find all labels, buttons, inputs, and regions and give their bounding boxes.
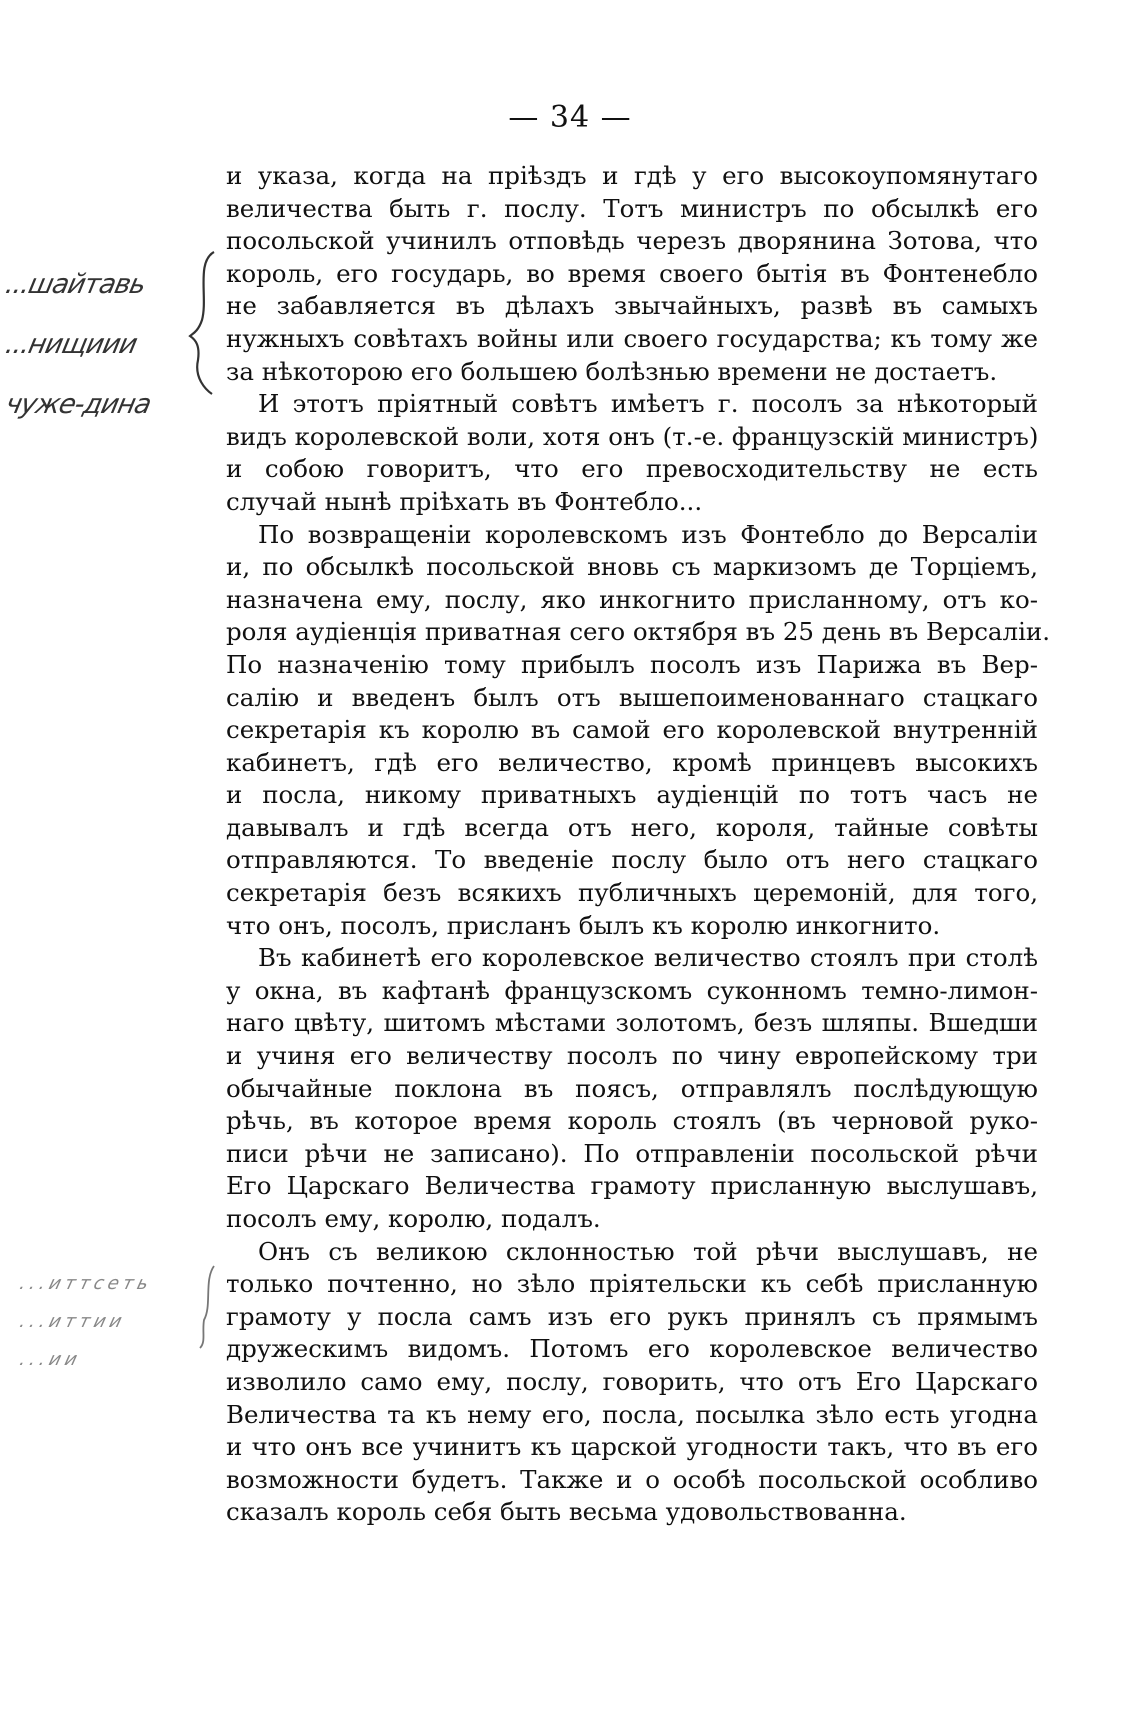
text-line: возможности будетъ. Также и о особѣ посольской особливо <box>226 1464 1038 1494</box>
margin-note-upper <box>2 255 196 465</box>
text-line: давывалъ и гдѣ всегда отъ него, короля, тайные совѣты <box>226 812 1038 842</box>
text-line: не забавляется въ дѣлахъ звычайныхъ, развѣ въ самыхъ <box>226 291 1038 321</box>
text-line: нужныхъ совѣтахъ войны или своего государства; къ тому же <box>226 323 1038 353</box>
text-line: посольской учинилъ отповѣдь черезъ дворянина Зотова, что <box>226 226 1038 256</box>
text-line: случай нынѣ прiѣхать въ Фонтебло... <box>226 486 703 516</box>
text-line: салiю и введенъ былъ отъ вышепоименованнаго стацкаго <box>226 682 1038 712</box>
text-line: и, по обсылкѣ посольской вновь съ маркизомъ де Торцiемъ, <box>226 552 1038 582</box>
margin-note-line: ...нищиии <box>2 329 140 360</box>
text-line: и посла, никому приватныхъ аудiенцiй по тотъ часъ не <box>226 780 1038 810</box>
text-line: По назначенiю тому прибылъ посолъ изъ Парижа въ Вер- <box>226 649 1038 679</box>
text-line: посолъ ему, королю, подалъ. <box>226 1204 601 1233</box>
margin-note-line: ...иттсеть <box>17 1273 155 1294</box>
text-line: и что онъ все учинитъ къ царской угодности такъ, что въ его <box>226 1432 1038 1462</box>
text-line: Его Царскаго Величества грамоту присланную выслушавъ, <box>226 1171 1038 1201</box>
text-line: и собою говоритъ, что его превосходительству не есть <box>226 454 1038 484</box>
margin-note-line: ...шайтавь <box>2 269 149 300</box>
margin-note-lower <box>17 1265 210 1415</box>
body-text <box>226 160 1051 1529</box>
text-line: роля аудiенцiя приватная сего октября въ 25 день въ Версалiи. <box>226 617 1051 647</box>
text-line: писи рѣчи не записано). По отправленiи посольской рѣчи <box>226 1138 1038 1168</box>
text-line: По возвращенiи королевскомъ изъ Фонтебло до Версалiи <box>258 519 1038 549</box>
text-line: секретарiя безъ всякихъ публичныхъ церемонiй, для того, <box>226 878 1038 908</box>
text-line: наго цвѣту, шитомъ мѣстами золотомъ, безъ шляпы. Вшедши <box>226 1008 1038 1038</box>
text-line: сказалъ король себя быть весьма удовольствованна. <box>226 1497 907 1527</box>
text-line: и учиня его величеству посолъ по чину европейскому три <box>226 1041 1038 1071</box>
text-line: за нѣкоторою его большею болѣзнью времени не достаетъ. <box>226 356 998 386</box>
text-line: кабинетъ, гдѣ его величество, кромѣ принцевъ высокихъ <box>226 747 1038 777</box>
text-line: и указа, когда на прiѣздъ и гдѣ у его высокоупомянутаго <box>226 161 1038 190</box>
text-line: секретарiя къ королю въ самой его королевской внутреннiй <box>226 715 1038 745</box>
text-line: дружескимъ видомъ. Потомъ его королевское величество <box>226 1334 1038 1364</box>
text-line: изволило само ему, послу, говорить, что отъ Его Царскаго <box>226 1366 1038 1396</box>
text-line: король, его государь, во время своего бытiя въ Фонтенебло <box>226 258 1038 288</box>
text-line: И этотъ прiятный совѣтъ имѣетъ г. посолъ за нѣкоторый <box>258 389 1038 419</box>
margin-note-line: чуже-дина <box>2 389 154 420</box>
margin-note-line: ...ии <box>17 1349 84 1370</box>
margin-note-line: ...иттии <box>17 1311 128 1332</box>
text-line: отправляются. То введенiе послу было отъ него стацкаго <box>226 845 1038 875</box>
text-line: Въ кабинетѣ его королевское величество стоялъ при столѣ <box>258 943 1038 973</box>
text-line: обычайные поклона въ поясъ, отправлялъ послѣдующую <box>226 1073 1038 1103</box>
text-line: у окна, въ кафтанѣ французскомъ суконномъ темно-лимон- <box>226 975 1038 1005</box>
text-line: только почтенно, но зѣло прiятельски къ себѣ присланную <box>226 1269 1038 1299</box>
text-line: что онъ, посолъ, присланъ былъ къ королю инкогнито. <box>226 910 941 940</box>
text-line: рѣчь, въ которое время король стоялъ (въ черновой руко- <box>226 1106 1038 1136</box>
margin-brace-icon <box>186 248 220 398</box>
margin-brace-icon <box>196 1262 218 1352</box>
text-line: назначена ему, послу, яко инкогнито присланному, отъ ко- <box>226 584 1038 614</box>
text-line: грамоту у посла самъ изъ его рукъ принялъ съ прямымъ <box>226 1301 1038 1331</box>
text-line: Онъ съ великою склонностью той рѣчи выслушавъ, не <box>258 1236 1038 1266</box>
text-line: величества быть г. послу. Тотъ министръ по обсылкѣ его <box>226 193 1038 223</box>
page-number: — 34 — <box>508 100 632 135</box>
text-line: Величества та къ нему его, посла, посылка зѣло есть угодна <box>226 1399 1038 1429</box>
text-line: видъ королевской воли, хотя онъ (т.-е. французскiй министръ) <box>226 421 1039 451</box>
